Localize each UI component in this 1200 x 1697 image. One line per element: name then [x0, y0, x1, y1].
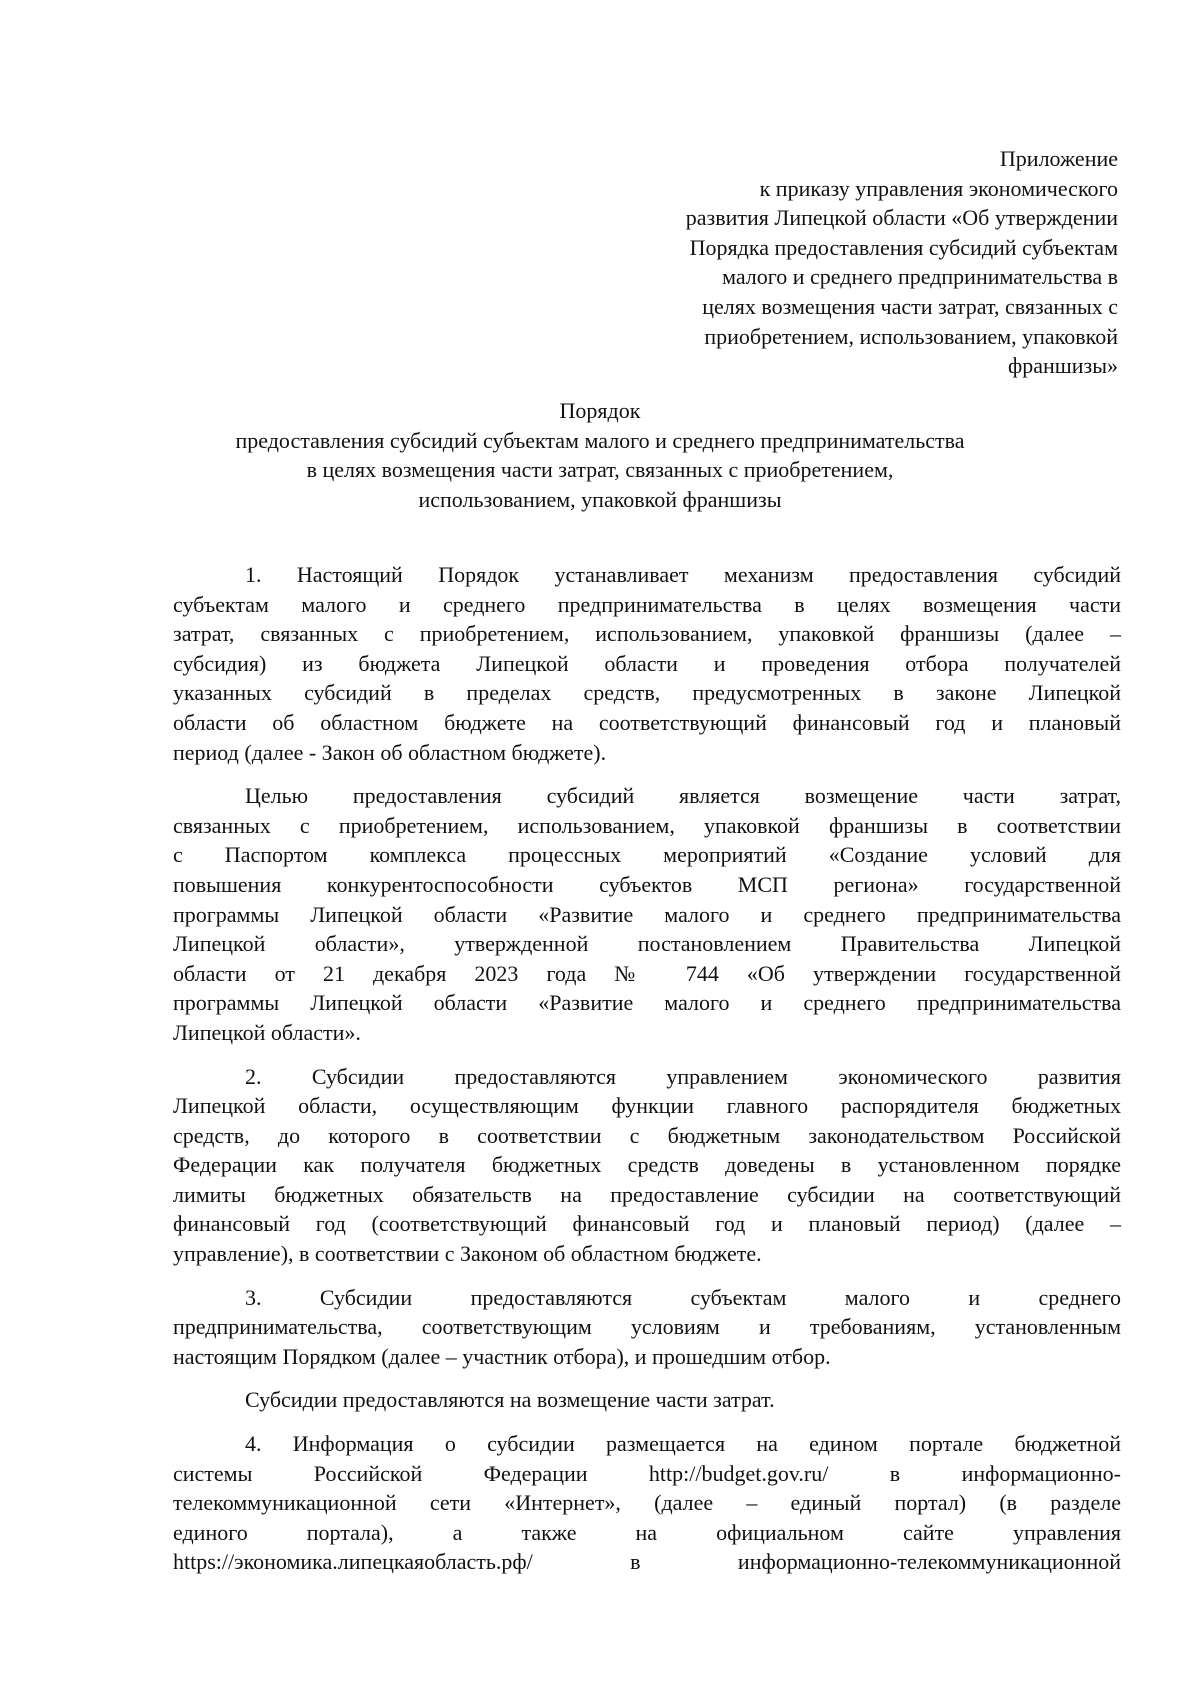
- paragraph: [173, 1429, 1121, 1577]
- paragraph-line: управление), в соответствии с Законом об областном бюджете.: [173, 1241, 762, 1267]
- paragraph-line: Субсидии предоставляются на возмещение части затрат.: [245, 1387, 775, 1413]
- paragraph-line: 1. Настоящий Порядок устанавливает механизм предоставления субсидий: [245, 562, 1121, 587]
- paragraph-line: программы Липецкой области «Развитие малого и среднего предпринимательства: [173, 901, 1121, 927]
- appendix-line: развития Липецкой области «Об утверждении: [685, 205, 1118, 231]
- paragraph: [173, 1062, 1121, 1269]
- paragraph-line: настоящим Порядком (далее – участник отбора), и прошедшим отбор.: [173, 1343, 831, 1369]
- paragraph-line: период (далее - Закон об областном бюджете).: [173, 739, 607, 765]
- title-line: предоставления субсидий субъектам малого и среднего предпринимательства: [235, 427, 965, 453]
- paragraph: [173, 1283, 1121, 1372]
- appendix-header: [598, 144, 1118, 381]
- paragraph-line: единого портала), а также на официальном сайте управления: [173, 1519, 1121, 1545]
- paragraph-line: Федерации как получателя бюджетных средств доведены в установленном порядке: [173, 1152, 1121, 1178]
- paragraph-line: средств, до которого в соответствии с бюджетным законодательством Российской: [173, 1122, 1121, 1148]
- appendix-line: Приложение: [999, 146, 1118, 171]
- paragraph-line: Целью предоставления субсидий является возмещение части затрат,: [245, 783, 1121, 809]
- document-title: [150, 396, 1050, 514]
- paragraph-line: Липецкой области, осуществляющим функции главного распорядителя бюджетных: [173, 1093, 1121, 1119]
- paragraph-line: с Паспортом комплекса процессных мероприятий «Создание условий для: [173, 842, 1121, 868]
- paragraph-line: Липецкой области», утвержденной постановлением Правительства Липецкой: [173, 931, 1121, 957]
- appendix-line: франшизы»: [1008, 353, 1118, 379]
- appendix-line: к приказу управления экономического: [759, 175, 1118, 201]
- paragraph-line: области от 21 декабря 2023 года № 744 «Об утверждении государственной: [173, 960, 1121, 986]
- paragraph-line: предпринимательства, соответствующим условиям и требованиям, установленным: [173, 1314, 1121, 1340]
- appendix-line: малого и среднего предпринимательства в: [722, 264, 1118, 290]
- paragraph: [173, 1385, 1121, 1415]
- paragraph-line: финансовый год (соответствующий финансовый год и плановый период) (далее –: [173, 1211, 1121, 1237]
- paragraph-line: указанных субсидий в пределах средств, предусмотренных в законе Липецкой: [173, 680, 1121, 706]
- paragraph-line: 3. Субсидии предоставляются субъектам малого и среднего: [245, 1284, 1121, 1310]
- title-line: использованием, упаковкой франшизы: [418, 486, 782, 512]
- appendix-line: целях возмещения части затрат, связанных с: [702, 293, 1118, 319]
- paragraph-line: программы Липецкой области «Развитие малого и среднего предпринимательства: [173, 990, 1121, 1016]
- paragraph-line: телекоммуникационной сети «Интернет», (далее – единый портал) (в разделе: [173, 1490, 1121, 1516]
- paragraph-line: 4. Информация о субсидии размещается на едином портале бюджетной: [245, 1431, 1121, 1457]
- paragraph-line: области об областном бюджете на соответствующий финансовый год и плановый: [173, 709, 1121, 735]
- title-line: в целях возмещения части затрат, связанных с приобретением,: [306, 457, 894, 483]
- paragraph: [173, 560, 1121, 767]
- paragraph-line: лимиты бюджетных обязательств на предоставление субсидии на соответствующий: [173, 1181, 1121, 1207]
- paragraph-line: системы Российской Федерации http://budget.gov.ru/ в информационно-: [173, 1460, 1121, 1486]
- paragraph-line: https://экономика.липецкаяобласть.рф/ в информационно-телекоммуникационной: [173, 1549, 1121, 1575]
- document-body: [173, 560, 1121, 1591]
- paragraph-line: субъектам малого и среднего предпринимательства в целях возмещения части: [173, 591, 1121, 617]
- paragraph-line: повышения конкурентоспособности субъектов МСП региона» государственной: [173, 871, 1121, 897]
- appendix-line: приобретением, использованием, упаковкой: [704, 323, 1118, 349]
- paragraph-line: Липецкой области».: [173, 1019, 361, 1045]
- paragraph-line: затрат, связанных с приобретением, использованием, упаковкой франшизы (далее –: [173, 621, 1121, 647]
- paragraph: [173, 781, 1121, 1047]
- paragraph-line: субсидия) из бюджета Липецкой области и проведения отбора получателей: [173, 650, 1121, 676]
- paragraph-line: связанных с приобретением, использованием, упаковкой франшизы в соответствии: [173, 812, 1121, 838]
- paragraph-line: 2. Субсидии предоставляются управлением экономического развития: [245, 1063, 1121, 1089]
- title-line: Порядок: [559, 398, 641, 423]
- appendix-line: Порядка предоставления субсидий субъектам: [689, 234, 1118, 260]
